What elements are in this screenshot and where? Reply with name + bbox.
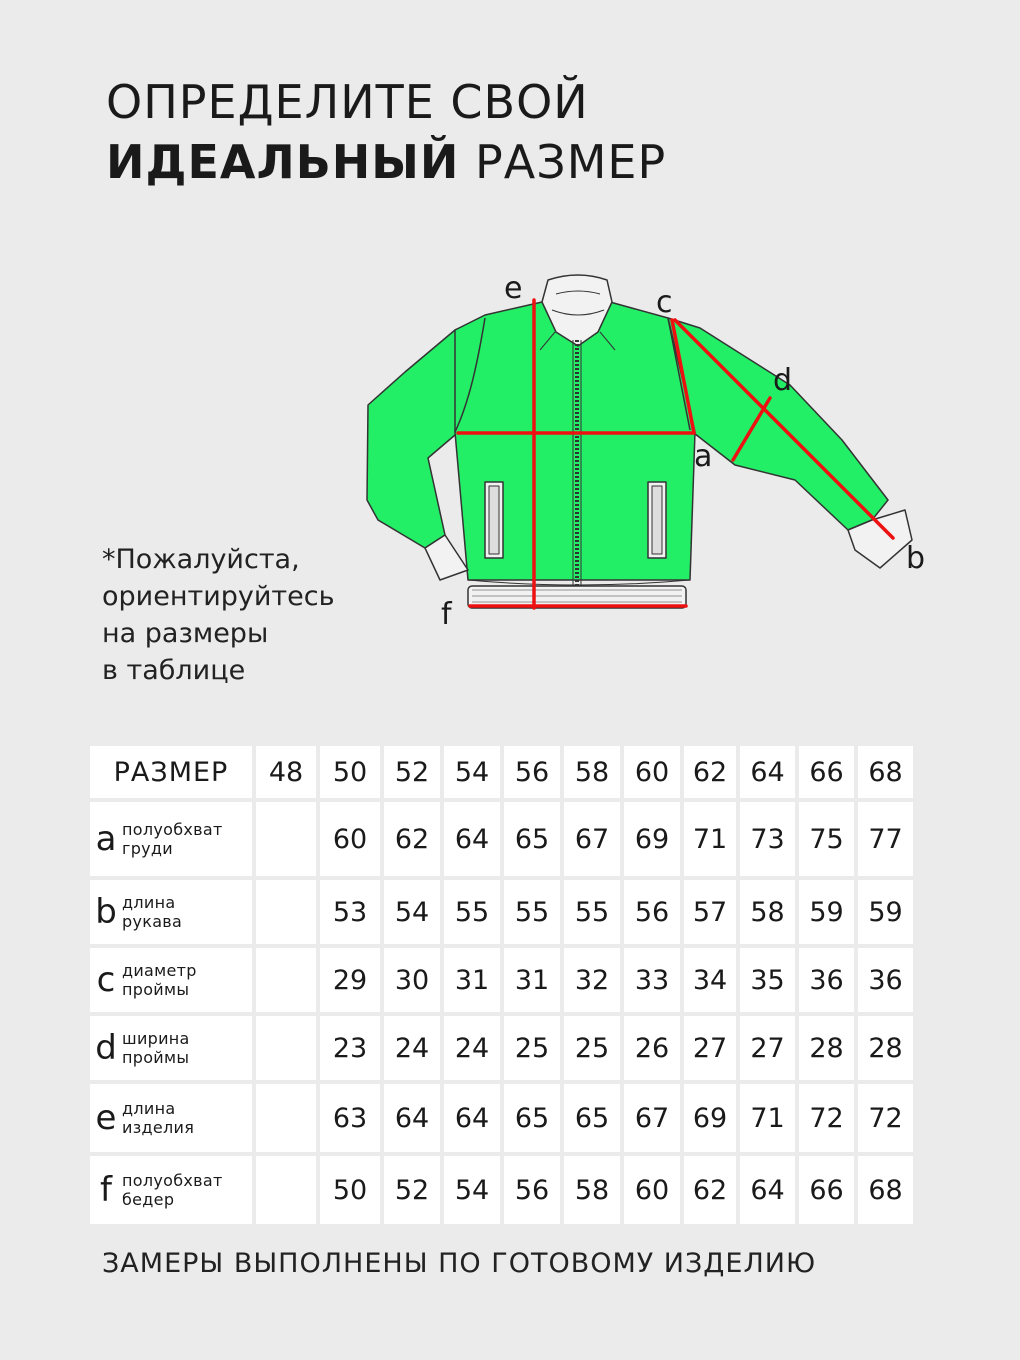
table-cell: 24 [444,1016,500,1080]
table-cell: 71 [740,1084,795,1152]
size-note [102,541,335,689]
table-cell: 75 [799,802,854,876]
table-cell: 72 [858,1084,913,1152]
table-cell: 24 [384,1016,440,1080]
label-e: e [504,271,523,306]
table-cell: 55 [504,880,560,944]
table-cell [256,802,316,876]
table-cell: 33 [624,948,680,1012]
row-word-line: изделия [122,1118,195,1137]
table-cell: 68 [858,1156,913,1224]
header-size: 54 [444,746,500,798]
row-word-line: полуобхват [122,1171,223,1190]
table-cell: 52 [384,1156,440,1224]
row-label [90,1084,252,1152]
header-size: 66 [799,746,854,798]
table-cell: 65 [504,1084,560,1152]
table-cell: 23 [320,1016,380,1080]
table-cell: 54 [444,1156,500,1224]
page-title [106,72,666,192]
title-bold-word: ИДЕАЛЬНЫЙ [106,135,460,189]
title-line-2 [106,132,666,192]
row-word-line: рукава [122,912,183,931]
header-size-label: РАЗМЕР [90,746,252,798]
jacket-diagram [355,262,955,642]
table-cell: 36 [858,948,913,1012]
table-cell: 58 [740,880,795,944]
header-size: 50 [320,746,380,798]
table-cell: 32 [564,948,620,1012]
table-cell: 64 [444,802,500,876]
row-label [90,1156,252,1224]
table-cell: 69 [684,1084,736,1152]
row-words [122,1099,194,1137]
note-line: *Пожалуйста, [102,544,300,575]
table-cell: 72 [799,1084,854,1152]
row-word-line: полуобхват [122,820,223,839]
table-cell: 67 [624,1084,680,1152]
table-cell [256,1016,316,1080]
row-words [122,820,223,858]
title-rest: РАЗМЕР [459,135,667,189]
table-cell: 34 [684,948,736,1012]
table-cell: 65 [504,802,560,876]
table-row [90,802,913,876]
table-cell: 56 [504,1156,560,1224]
label-b: b [906,541,926,576]
header-size: 56 [504,746,560,798]
table-cell: 30 [384,948,440,1012]
label-f: f [441,597,452,632]
label-d: d [773,363,793,398]
row-label [90,880,252,944]
table-row [90,948,913,1012]
row-letter: a [95,819,117,859]
row-word-line: проймы [122,1048,190,1067]
row-word-line: бедер [122,1190,175,1209]
table-cell: 60 [624,1156,680,1224]
label-c: c [656,285,673,320]
row-letter: d [95,1028,117,1068]
label-a: a [694,439,713,474]
table-cell: 50 [320,1156,380,1224]
row-word-line: диаметр [122,961,197,980]
row-letter: c [96,960,116,1000]
table-cell: 62 [684,1156,736,1224]
table-cell: 64 [384,1084,440,1152]
table-cell: 29 [320,948,380,1012]
table-cell: 65 [564,1084,620,1152]
table-cell: 71 [684,802,736,876]
table-cell: 25 [504,1016,560,1080]
size-table [86,742,917,1228]
table-cell: 55 [444,880,500,944]
note-line: в таблице [102,655,246,686]
table-cell [256,1156,316,1224]
table-row [90,1156,913,1224]
note-line: на размеры [102,618,269,649]
table-row [90,1016,913,1080]
header-size: 68 [858,746,913,798]
table-cell: 63 [320,1084,380,1152]
table-cell [256,1084,316,1152]
title-line-1: ОПРЕДЕЛИТЕ СВОЙ [106,75,589,129]
row-words [122,1029,190,1067]
note-line: ориентируйтесь [102,581,335,612]
table-cell: 57 [684,880,736,944]
table-cell: 73 [740,802,795,876]
row-word-line: ширина [122,1029,190,1048]
table-cell: 77 [858,802,913,876]
header-size: 62 [684,746,736,798]
table-cell: 59 [858,880,913,944]
table-cell: 69 [624,802,680,876]
table-cell: 31 [504,948,560,1012]
row-words [122,893,182,931]
jacket-drawing [367,275,912,608]
table-row [90,1084,913,1152]
table-cell: 56 [624,880,680,944]
table-cell: 64 [444,1084,500,1152]
header-size: 48 [256,746,316,798]
row-letter: e [95,1098,117,1138]
row-letter: f [100,1170,112,1210]
table-cell: 28 [799,1016,854,1080]
footer-note: ЗАМЕРЫ ВЫПОЛНЕНЫ ПО ГОТОВОМУ ИЗДЕЛИЮ [102,1248,817,1279]
row-word-line: длина [122,1099,176,1118]
table-cell: 66 [799,1156,854,1224]
table-cell: 26 [624,1016,680,1080]
table-cell: 53 [320,880,380,944]
table-header-row [90,746,913,798]
row-words [122,961,197,999]
table-cell: 64 [740,1156,795,1224]
row-word-line: проймы [122,980,190,999]
header-size: 64 [740,746,795,798]
table-cell: 58 [564,1156,620,1224]
row-label [90,948,252,1012]
header-size: 58 [564,746,620,798]
row-label [90,802,252,876]
row-word-line: груди [122,839,173,858]
row-letter: b [95,892,117,932]
table-cell: 28 [858,1016,913,1080]
table-cell: 54 [384,880,440,944]
table-cell: 35 [740,948,795,1012]
table-cell: 60 [320,802,380,876]
table-cell: 27 [684,1016,736,1080]
table-cell: 62 [384,802,440,876]
table-cell: 27 [740,1016,795,1080]
table-cell: 36 [799,948,854,1012]
table-cell [256,948,316,1012]
table-body [90,802,913,1224]
table-cell: 67 [564,802,620,876]
row-label [90,1016,252,1080]
table-cell: 31 [444,948,500,1012]
table-row [90,880,913,944]
header-size: 60 [624,746,680,798]
table-cell: 55 [564,880,620,944]
table-cell [256,880,316,944]
row-word-line: длина [122,893,176,912]
table-cell: 25 [564,1016,620,1080]
row-words [122,1171,223,1209]
header-size: 52 [384,746,440,798]
table-cell: 59 [799,880,854,944]
